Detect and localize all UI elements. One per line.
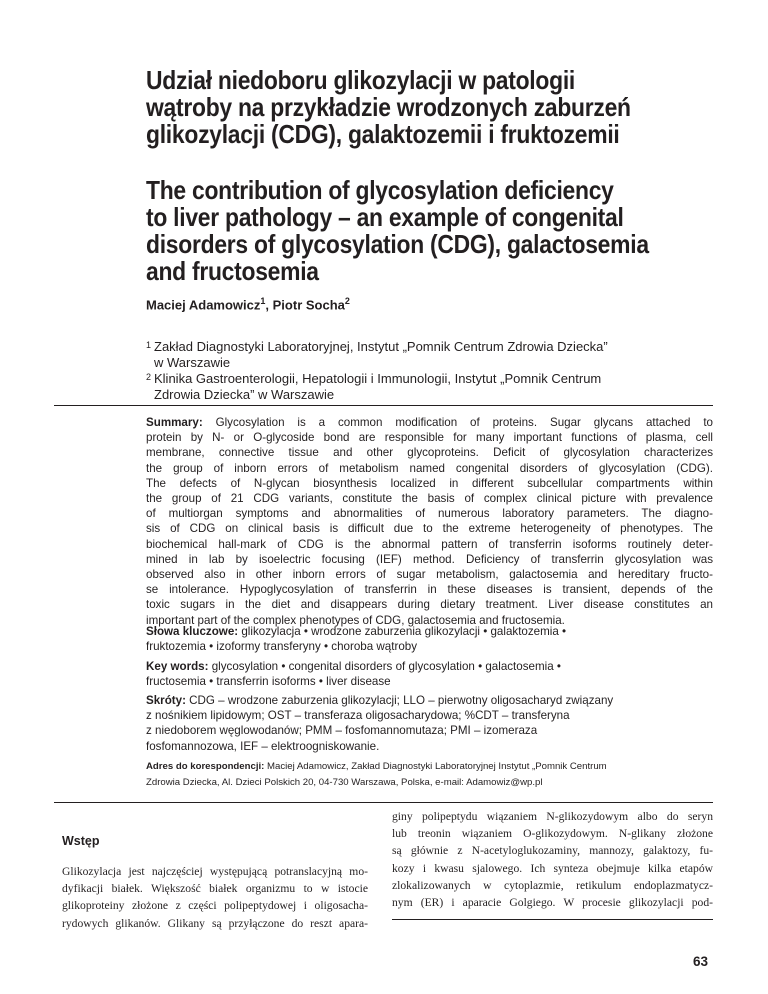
- author-separator: ,: [265, 297, 273, 313]
- correspondence-line: Maciej Adamowicz, Zakład Diagnostyki Laboratoryjnej Instytut „Pomnik Centrum: [264, 761, 607, 772]
- abbreviations-label: Skróty:: [146, 694, 186, 707]
- title-pl-line: wątroby na przykładzie wrodzonych zaburzeń: [146, 92, 631, 122]
- title-en-line: The contribution of glycosylation deficiency: [146, 175, 614, 205]
- title-polish: [146, 67, 697, 148]
- title-en-line: to liver pathology – an example of congenital: [146, 202, 624, 232]
- affiliation-2: [146, 371, 714, 403]
- body-line: lub treonin wiązaniem O-glikozydowym. N-glikany złożone: [392, 827, 713, 841]
- title-english: [146, 177, 717, 285]
- summary-line: the group of 21 CDG variants, constitute the basis of complex clinical picture with prevalence: [146, 492, 713, 506]
- keywords-en-line: fructosemia • transferrin isoforms • liver disease: [146, 675, 391, 689]
- summary-line: observed also in other inborn errors of sugar metabolism, galactosemia and hereditary fructo-: [146, 568, 713, 582]
- summary-line: mined in lab by isoelectric focusing (IEF) method. Deficiency of transferrin glycosylation was: [146, 552, 713, 566]
- affiliation-line: w Warszawie: [154, 355, 231, 370]
- title-pl-line: glikozylacji (CDG), galaktozemii i fruktozemii: [146, 119, 620, 149]
- summary-line: of multiorgan symptoms and abnormalities of numerous laboratory parameters. The diagno-: [146, 507, 713, 521]
- summary-line: membrane, connective tissue and other glycoproteins. Deficit of glycosylation characterizes: [146, 446, 713, 460]
- body-line: są głównie z N-acetyloglukozaminy, mannozy, galaktozy, fu-: [392, 844, 713, 858]
- abbreviations-line: fosfomannozowa, IEF – elektroogniskowanie.: [146, 739, 380, 753]
- keywords-pl-label: Słowa kluczowe:: [146, 625, 239, 638]
- abbreviations-line: CDG – wrodzone zaburzenia glikozylacji; LLO – pierwotny oligosacharyd związany: [185, 694, 614, 707]
- body-line: nym (ER) i aparacie Golgiego. W procesie glikozylacji pod-: [392, 896, 713, 910]
- divider: [392, 919, 713, 920]
- body-line: giny polipeptydu wiązaniem N-glikozydowym albo do seryn: [392, 810, 713, 823]
- page-number: 63: [693, 954, 709, 969]
- body-line: glikoproteiny złożone z części polipeptydowej i oligosacha-: [62, 899, 368, 913]
- summary-line: toxic sugars in the diet and disappears during dietary treatment. Liver disease constitutes an: [146, 598, 713, 612]
- summary-line: important part of the complex phenotypes of CDG, galactosemia and fructosemia.: [146, 613, 565, 627]
- title-en-line: and fructosemia: [146, 256, 319, 286]
- summary-label: Summary:: [146, 416, 203, 429]
- keywords-english: [146, 659, 713, 689]
- author-list: [146, 296, 350, 312]
- summary-line: The defects of N-glycan biosynthesis localized in different subcellular compartments within: [146, 476, 713, 490]
- correspondence-line: Zdrowia Dziecka, Al. Dzieci Polskich 20, 04-730 Warszawa, Polska, e-mail: Adamowiz@wp.pl: [146, 776, 543, 788]
- summary-line: sis of CDG on clinical basis is difficult due to the extreme heterogeneity of phenotypes. The: [146, 522, 713, 536]
- summary-line: Glycosylation is a common modification of proteins. Sugar glycans attached to: [202, 416, 713, 429]
- title-pl-line: Udział niedoboru glikozylacji w patologii: [146, 65, 576, 95]
- affiliation-line: Klinika Gastroenterologii, Hepatologii i Immunologii, Instytut „Pomnik Centrum: [154, 371, 602, 386]
- summary-line: biochemical hall-mark of CDG is the abnormal pattern of transferrin isoforms routinely deter-: [146, 537, 713, 551]
- keywords-en-line: glycosylation • congenital disorders of glycosylation • galactosemia •: [208, 660, 561, 673]
- abbreviations-line: z nośnikiem lipidowym; OST – transferaza oligosacharydowa; %CDT – transferyna: [146, 709, 570, 723]
- body-line: rydowych glikanów. Glikany są przyłączone do reszt apara-: [62, 916, 368, 930]
- body-line: kozy i kwasu sjalowego. Ich synteza obejmuje kilka etapów: [392, 861, 713, 875]
- body-line: Glikozylacja jest najczęściej występującą potranslacyjną mo-: [62, 865, 368, 878]
- author-name: Maciej Adamowicz: [146, 297, 261, 313]
- affiliation-number: 2: [146, 372, 152, 382]
- affiliation-line: Zdrowia Dziecka” w Warszawie: [154, 387, 335, 402]
- keywords-polish: [146, 624, 713, 654]
- author-affiliation-mark: 1: [260, 296, 266, 306]
- abbreviations-line: z niedoborem węglowodanów; PMM – fosfomannomutaza; PMI – izomeraza: [146, 724, 538, 738]
- divider: [54, 802, 713, 803]
- correspondence-label: Adres do korespondencji:: [146, 761, 265, 772]
- abbreviations: [146, 693, 713, 754]
- body-line: dyfikacji białek. Większość białek organizmu to w istocie: [62, 882, 368, 896]
- keywords-en-label: Key words:: [146, 660, 209, 673]
- author-name: Piotr Socha: [272, 297, 345, 313]
- divider: [54, 405, 713, 406]
- correspondence: [146, 759, 713, 790]
- affiliation-line: Zakład Diagnostyki Laboratoryjnej, Instytut „Pomnik Centrum Zdrowia Dziecka”: [154, 339, 608, 354]
- summary-line: the group of inborn errors of metabolism named congenital disorders of glycosylation (CDG).: [146, 461, 713, 475]
- section-heading: Wstęp: [62, 834, 100, 848]
- body-column-2: [392, 808, 713, 911]
- affiliation-1: [146, 339, 714, 371]
- body-column-1: [62, 863, 368, 932]
- keywords-pl-line: fruktozemia • izoformy transferyny • choroba wątroby: [146, 640, 418, 654]
- keywords-pl-line: glikozylacja • wrodzone zaburzenia glikozylacji • galaktozemia •: [238, 625, 567, 638]
- title-en-line: disorders of glycosylation (CDG), galactosemia: [146, 229, 649, 259]
- affiliation-number: 1: [146, 340, 152, 350]
- summary-line: protein by N- or O-glycoside bond are responsible for many important functions of plasma, cell: [146, 431, 713, 445]
- body-line: zlokalizowanych w cytoplazmie, retikulum endoplazmatycz-: [392, 878, 713, 892]
- author-affiliation-mark: 2: [344, 296, 350, 306]
- summary: [146, 415, 713, 628]
- summary-line: se intolerance. Hypoglycosylation of transferrin in these diseases is transient, depends of the: [146, 583, 713, 597]
